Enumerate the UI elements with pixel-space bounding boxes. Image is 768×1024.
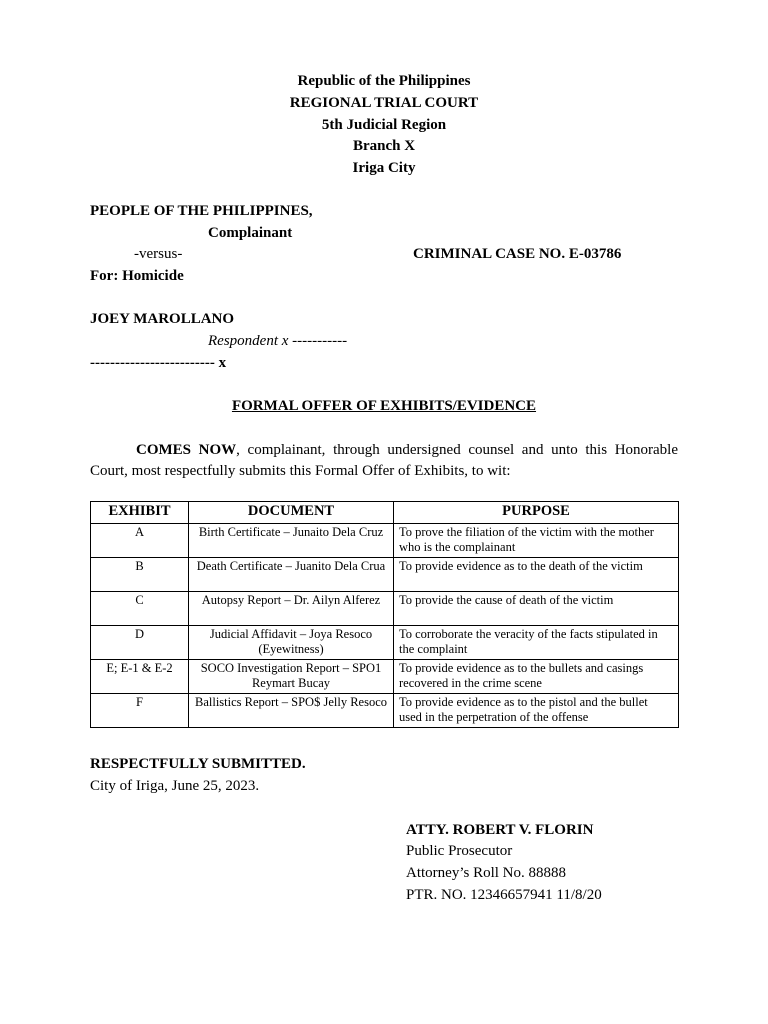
caption-case-number: CRIMINAL CASE NO. E-03786 <box>413 246 622 262</box>
document-title: FORMAL OFFER OF EXHIBITS/EVIDENCE <box>231 398 537 414</box>
header-exhibit: EXHIBIT <box>91 502 189 524</box>
cell-exhibit: E; E-1 & E-2 <box>91 660 189 694</box>
caption-offense: For: Homicide <box>90 268 184 284</box>
caption-versus: -versus- <box>134 246 183 262</box>
signatory-roll-number: Attorney’s Roll No. 88888 <box>406 865 566 881</box>
cell-exhibit: A <box>91 524 189 558</box>
cell-purpose: To prove the filiation of the victim with the mother who is the complainant <box>394 524 679 558</box>
cell-exhibit: F <box>91 694 189 728</box>
cell-purpose: To provide evidence as to the death of the victim <box>394 558 679 592</box>
table-row <box>91 626 679 660</box>
header-court: REGIONAL TRIAL COURT <box>289 95 479 111</box>
header-purpose: PURPOSE <box>394 502 679 524</box>
cell-document: Death Certificate – Juanito Dela Crua <box>189 558 394 592</box>
intro-lead: COMES NOW <box>136 442 237 458</box>
closing-place-date: City of Iriga, June 25, 2023. <box>90 778 260 794</box>
caption-plaintiff-role: Complainant <box>208 225 293 241</box>
signatory-name: ATTY. ROBERT V. FLORIN <box>406 822 594 838</box>
exhibits-table <box>90 501 679 728</box>
cell-document: Ballistics Report – SPO$ Jelly Resoco <box>189 694 394 728</box>
table-row <box>91 558 679 592</box>
intro-paragraph <box>90 440 678 482</box>
table-header-row <box>91 502 679 524</box>
cell-purpose: To provide evidence as to the pistol and the bullet used in the perpetration of the offense <box>394 694 679 728</box>
caption-dash-line: ------------------------- x <box>90 355 227 371</box>
cell-purpose: To provide evidence as to the bullets and casings recovered in the crime scene <box>394 660 679 694</box>
header-republic: Republic of the Philippines <box>297 73 471 89</box>
closing-submitted: RESPECTFULLY SUBMITTED. <box>90 756 306 772</box>
cell-document: SOCO Investigation Report – SPO1 Reymart Bucay <box>189 660 394 694</box>
caption-plaintiff: PEOPLE OF THE PHILIPPINES, <box>90 203 313 219</box>
signatory-title: Public Prosecutor <box>406 843 513 859</box>
caption-respondent-role: Respondent x ----------- <box>208 333 348 349</box>
cell-document: Judicial Affidavit – Joya Resoco (Eyewitness) <box>189 626 394 660</box>
cell-exhibit: D <box>91 626 189 660</box>
table-row <box>91 592 679 626</box>
header-region: 5th Judicial Region <box>321 117 447 133</box>
table-row <box>91 524 679 558</box>
header-document: DOCUMENT <box>189 502 394 524</box>
cell-purpose: To corroborate the veracity of the facts stipulated in the complaint <box>394 626 679 660</box>
cell-purpose: To provide the cause of death of the victim <box>394 592 679 626</box>
cell-exhibit: B <box>91 558 189 592</box>
table-row <box>91 660 679 694</box>
cell-document: Birth Certificate – Junaito Dela Cruz <box>189 524 394 558</box>
header-city: Iriga City <box>352 160 416 176</box>
cell-exhibit: C <box>91 592 189 626</box>
header-branch: Branch X <box>352 138 416 154</box>
signatory-ptr-number: PTR. NO. 12346657941 11/8/20 <box>406 887 602 903</box>
cell-document: Autopsy Report – Dr. Ailyn Alferez <box>189 592 394 626</box>
caption-respondent: JOEY MAROLLANO <box>90 311 235 327</box>
table-row <box>91 694 679 728</box>
intro-text: , complainant, through undersigned counsel and unto this Honorable Court, most respectfully submits this Formal Offer of Exhibits, to wit: <box>90 442 679 479</box>
